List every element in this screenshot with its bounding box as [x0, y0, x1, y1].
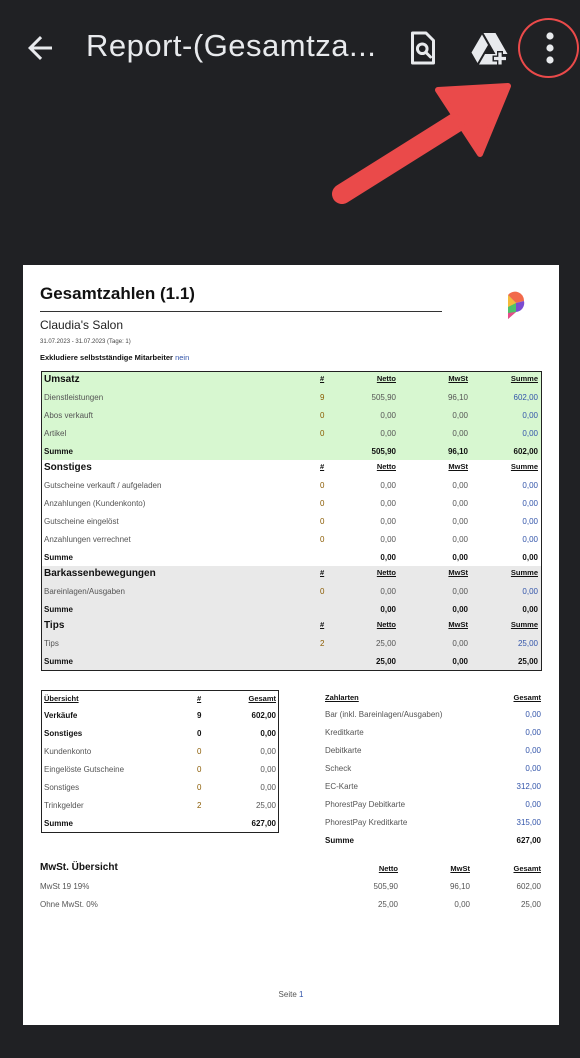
page-number: 1	[299, 990, 304, 999]
row-sum: 0,00	[522, 499, 538, 508]
overview-row	[42, 724, 278, 742]
back-button[interactable]	[22, 30, 58, 66]
payment-row	[323, 813, 541, 831]
overview-row	[42, 742, 278, 760]
exclude-setting	[40, 353, 189, 362]
row-count: 2	[320, 639, 325, 648]
payment-row	[323, 705, 541, 723]
total-net: 505,90	[371, 447, 396, 456]
column-count: #	[320, 568, 325, 577]
salon-name: Claudia's Salon	[40, 318, 124, 332]
row-total: 0,00	[525, 728, 541, 737]
row-label: Trinkgelder	[44, 801, 84, 810]
payments-sum-row	[323, 831, 541, 849]
section-header	[42, 460, 541, 476]
column-count: #	[320, 620, 325, 629]
row-net: 0,00	[380, 499, 396, 508]
column-net: Netto	[376, 620, 396, 629]
row-label: PhorestPay Kreditkarte	[325, 818, 408, 827]
column-net: Netto	[376, 568, 396, 577]
row-total: 0,00	[260, 747, 276, 756]
row-count: 0	[320, 481, 325, 490]
overview-header	[42, 691, 278, 706]
section-title: Sonstiges	[44, 462, 92, 473]
row-total: 0,00	[525, 764, 541, 773]
row-net: 25,00	[375, 639, 396, 648]
row-label: PhorestPay Debitkarte	[325, 800, 406, 809]
sum-label: Summe	[44, 819, 73, 828]
row-sum: 0,00	[522, 411, 538, 420]
row-total: 315,00	[516, 818, 541, 827]
row-label: Scheck	[325, 764, 352, 773]
totals-table	[41, 371, 542, 671]
sum-total: 627,00	[516, 836, 541, 845]
section-total-row	[42, 600, 541, 618]
payment-types-table	[323, 690, 541, 849]
row-vat: 0,00	[452, 411, 468, 420]
find-in-page-button[interactable]	[405, 28, 441, 68]
row-count: 0	[197, 765, 202, 774]
title-divider	[40, 311, 442, 312]
payments-total-header: Gesamt	[513, 693, 541, 702]
section-header	[42, 372, 541, 388]
table-row	[42, 406, 541, 424]
total-vat: 0,00	[452, 657, 468, 666]
row-sum: 0,00	[522, 429, 538, 438]
column-vat: MwSt	[448, 462, 468, 471]
row-sum: 0,00	[522, 481, 538, 490]
overview-title: Übersicht	[44, 694, 79, 703]
section-title: Barkassenbewegungen	[44, 568, 156, 579]
row-total: 25,00	[520, 900, 541, 909]
table-row	[42, 388, 541, 406]
row-sum: 25,00	[517, 639, 538, 648]
row-label: Sonstiges	[44, 729, 83, 738]
row-label: Kreditkarte	[325, 728, 364, 737]
row-vat: 0,00	[452, 535, 468, 544]
row-sum: 0,00	[522, 587, 538, 596]
row-vat: 0,00	[454, 900, 470, 909]
row-total: 0,00	[525, 800, 541, 809]
row-label: Kundenkonto	[44, 747, 92, 756]
total-label: Summe	[44, 447, 73, 456]
table-row	[42, 424, 541, 442]
row-label: Bar (inkl. Bareinlagen/Ausgaben)	[325, 710, 443, 719]
row-label: Eingelöste Gutscheine	[44, 765, 125, 774]
overview-row	[42, 706, 278, 724]
page-footer	[23, 990, 559, 999]
row-count: 0	[320, 517, 325, 526]
total-label: Summe	[44, 553, 73, 562]
row-net: 505,90	[371, 393, 396, 402]
table-row	[42, 476, 541, 494]
row-count: 9	[197, 711, 202, 720]
row-total: 602,00	[516, 882, 541, 891]
total-vat: 96,10	[447, 447, 468, 456]
document-page	[23, 265, 559, 1025]
total-vat: 0,00	[452, 553, 468, 562]
row-label: Sonstiges	[44, 783, 80, 792]
row-count: 0	[320, 411, 325, 420]
row-vat: 0,00	[452, 499, 468, 508]
vat-total-header: Gesamt	[513, 864, 541, 873]
vat-row	[40, 877, 543, 895]
report-title: Gesamtzahlen (1.1)	[40, 284, 195, 303]
sum-label: Summe	[325, 836, 354, 845]
payment-row	[323, 723, 541, 741]
section-header	[42, 618, 541, 634]
row-count: 0	[197, 783, 202, 792]
row-total: 602,00	[251, 711, 276, 720]
row-vat: 0,00	[452, 481, 468, 490]
row-vat: 96,10	[449, 882, 470, 891]
phorest-logo	[504, 291, 528, 323]
row-total: 0,00	[525, 746, 541, 755]
payment-row	[323, 741, 541, 759]
row-sum: 0,00	[522, 535, 538, 544]
column-sum: Summe	[510, 568, 538, 577]
overview-sum-row	[42, 814, 278, 832]
row-label: Abos verkauft	[44, 411, 93, 420]
row-net: 0,00	[380, 517, 396, 526]
column-net: Netto	[376, 462, 396, 471]
exclude-label: Exkludiere selbstständige Mitarbeiter	[40, 353, 173, 362]
payments-title: Zahlarten	[325, 693, 359, 702]
row-total: 0,00	[525, 710, 541, 719]
overview-count-header: #	[197, 694, 202, 703]
row-label: Dienstleistungen	[44, 393, 104, 402]
row-label: EC-Karte	[325, 782, 358, 791]
document-title: Report-(Gesamtza...	[86, 28, 377, 63]
overview-total-header: Gesamt	[248, 694, 276, 703]
overview-row	[42, 778, 278, 796]
row-net: 0,00	[380, 535, 396, 544]
row-count: 0	[320, 429, 325, 438]
payment-row	[323, 777, 541, 795]
row-vat: 0,00	[452, 587, 468, 596]
column-net: Netto	[376, 374, 396, 383]
row-count: 2	[197, 801, 202, 810]
row-total: 312,00	[516, 782, 541, 791]
add-to-drive-icon	[470, 28, 512, 68]
column-count: #	[320, 462, 325, 471]
annotation-arrow-icon	[320, 68, 520, 208]
section-umsatz	[42, 372, 541, 460]
table-row	[42, 494, 541, 512]
column-count: #	[320, 374, 325, 383]
table-row	[42, 634, 541, 652]
row-count: 0	[197, 747, 202, 756]
row-total: 25,00	[255, 801, 276, 810]
sum-total: 627,00	[251, 819, 276, 828]
find-in-page-icon	[405, 28, 441, 68]
table-row	[42, 530, 541, 548]
column-vat: MwSt	[448, 568, 468, 577]
total-sum: 0,00	[522, 553, 538, 562]
section-header	[42, 566, 541, 582]
vat-vat-header: MwSt	[450, 864, 470, 873]
row-count: 0	[320, 499, 325, 508]
row-net: 0,00	[380, 411, 396, 420]
row-label: Artikel	[44, 429, 67, 438]
row-net: 0,00	[380, 481, 396, 490]
row-label: Gutscheine verkauft / aufgeladen	[44, 481, 162, 490]
row-label: Ohne MwSt. 0%	[40, 900, 98, 909]
table-row	[42, 512, 541, 530]
row-label: Anzahlungen verrechnet	[44, 535, 131, 544]
vat-header	[40, 859, 543, 877]
section-title: Tips	[44, 620, 65, 631]
add-to-drive-button[interactable]	[470, 28, 512, 68]
row-label: Bareinlagen/Ausgaben	[44, 587, 125, 596]
row-label: Debitkarte	[325, 746, 362, 755]
row-vat: 0,00	[452, 639, 468, 648]
section-total-row	[42, 652, 541, 670]
section-total-row	[42, 548, 541, 566]
column-sum: Summe	[510, 374, 538, 383]
payment-row	[323, 759, 541, 777]
highlight-circle	[518, 18, 579, 78]
row-net: 505,90	[373, 882, 398, 891]
overview-row	[42, 760, 278, 778]
column-sum: Summe	[510, 462, 538, 471]
row-total: 0,00	[260, 765, 276, 774]
row-total: 0,00	[260, 783, 276, 792]
total-label: Summe	[44, 657, 73, 666]
payment-row	[323, 795, 541, 813]
row-net: 0,00	[380, 429, 396, 438]
section-total-row	[42, 442, 541, 460]
total-net: 0,00	[380, 553, 396, 562]
row-vat: 0,00	[452, 429, 468, 438]
column-vat: MwSt	[448, 374, 468, 383]
page-label: Seite	[278, 990, 297, 999]
back-arrow-icon	[22, 30, 58, 66]
vat-overview-table	[40, 859, 543, 913]
row-count: 9	[320, 393, 325, 402]
row-net: 25,00	[377, 900, 398, 909]
row-sum: 602,00	[513, 393, 538, 402]
row-vat: 0,00	[452, 517, 468, 526]
row-label: Verkäufe	[44, 711, 78, 720]
report-period: 31.07.2023 - 31.07.2023 (Tage: 1)	[40, 339, 131, 345]
overview-row	[42, 796, 278, 814]
row-label: Tips	[44, 639, 59, 648]
total-sum: 602,00	[513, 447, 538, 456]
total-sum: 0,00	[522, 605, 538, 614]
vat-net-header: Netto	[378, 864, 398, 873]
total-vat: 0,00	[452, 605, 468, 614]
section-barkassenbewegungen	[42, 566, 541, 618]
row-label: MwSt 19 19%	[40, 882, 90, 891]
row-net: 0,00	[380, 587, 396, 596]
total-net: 0,00	[380, 605, 396, 614]
total-sum: 25,00	[517, 657, 538, 666]
row-count: 0	[320, 535, 325, 544]
section-title: Umsatz	[44, 374, 80, 385]
row-vat: 96,10	[447, 393, 468, 402]
payments-header	[323, 690, 541, 705]
section-tips	[42, 618, 541, 670]
vat-title: MwSt. Übersicht	[40, 862, 118, 873]
total-net: 25,00	[375, 657, 396, 666]
exclude-value: nein	[175, 353, 190, 362]
column-vat: MwSt	[448, 620, 468, 629]
column-sum: Summe	[510, 620, 538, 629]
section-sonstiges	[42, 460, 541, 566]
row-label: Anzahlungen (Kundenkonto)	[44, 499, 146, 508]
vat-row	[40, 895, 543, 913]
row-count: 0	[197, 729, 202, 738]
overview-table	[41, 690, 279, 833]
row-label: Gutscheine eingelöst	[44, 517, 119, 526]
table-row	[42, 582, 541, 600]
row-sum: 0,00	[522, 517, 538, 526]
total-label: Summe	[44, 605, 73, 614]
row-total: 0,00	[260, 729, 276, 738]
row-count: 0	[320, 587, 325, 596]
